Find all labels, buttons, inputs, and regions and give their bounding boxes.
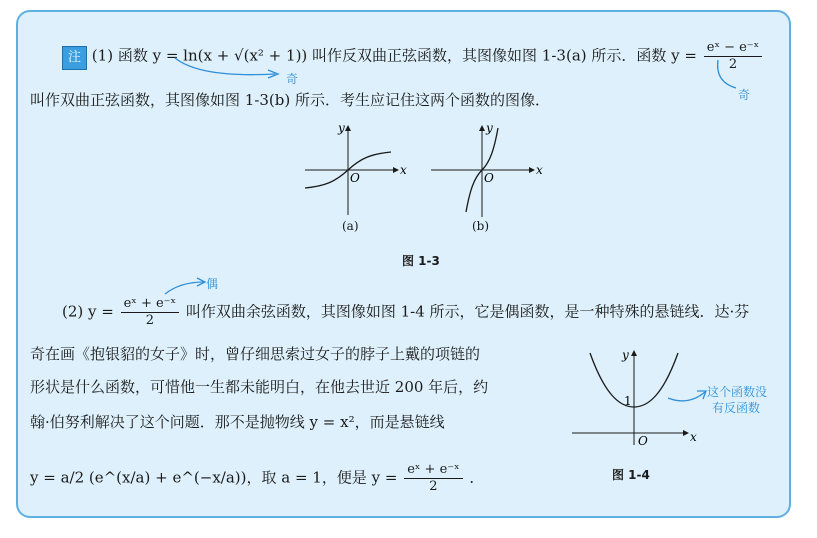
- handwritten-note-line1: 这个函数没: [707, 385, 768, 399]
- p2-line5-end: ．: [469, 468, 485, 487]
- p2-cosh-fraction: [121, 296, 179, 329]
- p1-frac-denominator: 2: [728, 57, 738, 72]
- handwritten-odd-2: 奇: [738, 88, 751, 102]
- p1-line1: [62, 40, 764, 73]
- p2-line1-text: 叫作双曲余弦函数，其图像如图 1-4 所示，它是偶函数，是一种特殊的悬链线．达·芬: [185, 302, 750, 321]
- fig13-caption: 图 1-3: [402, 254, 440, 268]
- figure-1-3b: [428, 120, 543, 220]
- p2-line2: 奇在画《抱银貂的女子》时，曾仔细思索过女子的脖子上戴的项链的: [30, 345, 481, 363]
- p2-line5-denominator: 2: [429, 479, 438, 494]
- p2-frac-numerator: eˣ + e⁻ˣ: [121, 296, 179, 313]
- p2-line5-prefix: y = a/2 (e^(x/a) + e^(−x/a))，取 a = 1，便是 y =: [30, 468, 398, 487]
- fig13a-y-label: y: [338, 121, 345, 135]
- fig13b-origin: O: [484, 171, 494, 185]
- fig14-origin: O: [638, 434, 648, 448]
- p1-frac-numerator: eˣ − e⁻ˣ: [704, 40, 762, 57]
- fig14-y-label: y: [622, 348, 629, 362]
- fig13b-x-label: x: [536, 163, 543, 177]
- p1-lead-text: (1) 函数 y = ln(x + √(x² + 1)) 叫作反双曲正弦函数，其图像如图 1-3(a) 所示．函数 y =: [91, 46, 697, 65]
- p2-line5-fraction: [404, 462, 462, 495]
- fig14-x-label: x: [690, 430, 697, 444]
- figure-1-4: [570, 345, 700, 450]
- fig13-sub-a: (a): [342, 219, 359, 233]
- p2-prefix: (2) y =: [62, 302, 114, 321]
- note-badge: 注: [62, 46, 87, 70]
- fig13a-origin: O: [350, 171, 360, 185]
- p2-line3: 形状是什么函数，可惜他一生都未能明白，在他去世近 200 年后，约: [30, 378, 489, 396]
- handwritten-even: 偶: [206, 277, 219, 291]
- p2-line1: [62, 296, 749, 329]
- p1-sinh-fraction: [704, 40, 762, 73]
- p2-line5: [30, 462, 484, 495]
- p2-frac-denominator: 2: [145, 313, 154, 328]
- p1-line2: 叫作双曲正弦函数，其图像如图 1-3(b) 所示．考生应记住这两个函数的图像．: [30, 91, 551, 109]
- fig14-tick-one: 1: [624, 394, 632, 408]
- figure-1-3a: [300, 120, 410, 220]
- fig14-caption: 图 1-4: [612, 468, 650, 482]
- fig13b-y-label: y: [486, 121, 493, 135]
- fig13a-x-label: x: [400, 163, 407, 177]
- handwritten-note-line2: 有反函数: [712, 401, 761, 415]
- fig13-sub-b: (b): [472, 219, 490, 233]
- p2-line5-numerator: eˣ + e⁻ˣ: [404, 462, 462, 479]
- handwritten-odd-1: 奇: [286, 72, 299, 86]
- p2-line4: 翰·伯努利解决了这个问题．那不是抛物线 y = x²，而是悬链线: [30, 413, 445, 431]
